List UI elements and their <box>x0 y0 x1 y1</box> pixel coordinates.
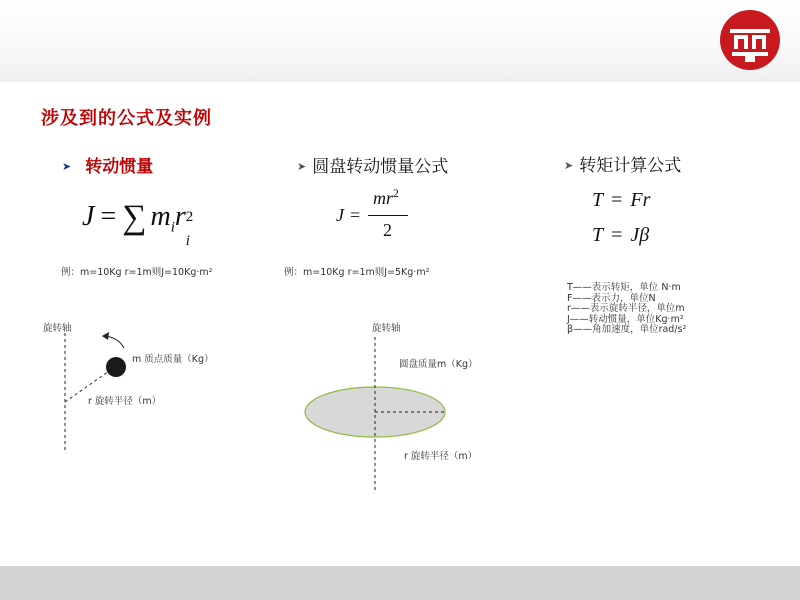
heading-text: 转动惯量 <box>85 157 154 177</box>
legend-line-inertia: J——转动惯量，单位Kg·m² <box>567 313 684 325</box>
legend-line-force: F——表示力，单位N <box>567 292 656 304</box>
mass-label-disk: 圆盘质量m（Kg） <box>399 359 478 370</box>
radius-label-point-mass: r 旋转半径（m） <box>88 396 162 407</box>
section-heading-torque <box>564 151 681 176</box>
footer-band <box>0 566 800 600</box>
formula-torque-force: T = Fr <box>592 189 651 211</box>
formula-torque-inertia: T = Jβ <box>592 224 650 246</box>
legend-line-angular-acceleration: β——角加速度，单位rad/s² <box>567 324 687 335</box>
legend-line-torque: T——表示转矩，单位 N·m <box>567 282 681 293</box>
legend-line-radius: r——表示旋转半径，单位m <box>567 303 685 314</box>
arrow-bullet-icon: ➤ <box>297 160 307 173</box>
arrow-bullet-icon: ➤ <box>564 159 574 172</box>
radius-label-disk: r 旋转半径（m） <box>404 451 478 462</box>
formula-point-mass-inertia: J = ∑ $m_ir$ 2 i <box>82 199 194 249</box>
formula-disk-inertia: J = $mr^2$ 2 <box>336 187 426 247</box>
torque-legend <box>567 283 686 336</box>
heading-text: 转矩计算公式 <box>579 156 682 176</box>
example-point-mass: 例：m=10Kg r=1m则J=10Kg·m² <box>61 267 213 278</box>
arrow-bullet-icon: ➤ <box>62 160 72 173</box>
heading-text: 圆盘转动惯量公式 <box>312 157 449 177</box>
example-disk: 例：m=10Kg r=1m则J=5Kg·m² <box>284 267 430 278</box>
axis-label-point-mass: 旋转轴 <box>43 323 72 334</box>
mass-label-point-mass: m 质点质量（Kg） <box>132 354 214 365</box>
slide-title: 涉及到的公式及实例 <box>41 108 212 129</box>
axis-label-disk: 旋转轴 <box>372 323 401 334</box>
